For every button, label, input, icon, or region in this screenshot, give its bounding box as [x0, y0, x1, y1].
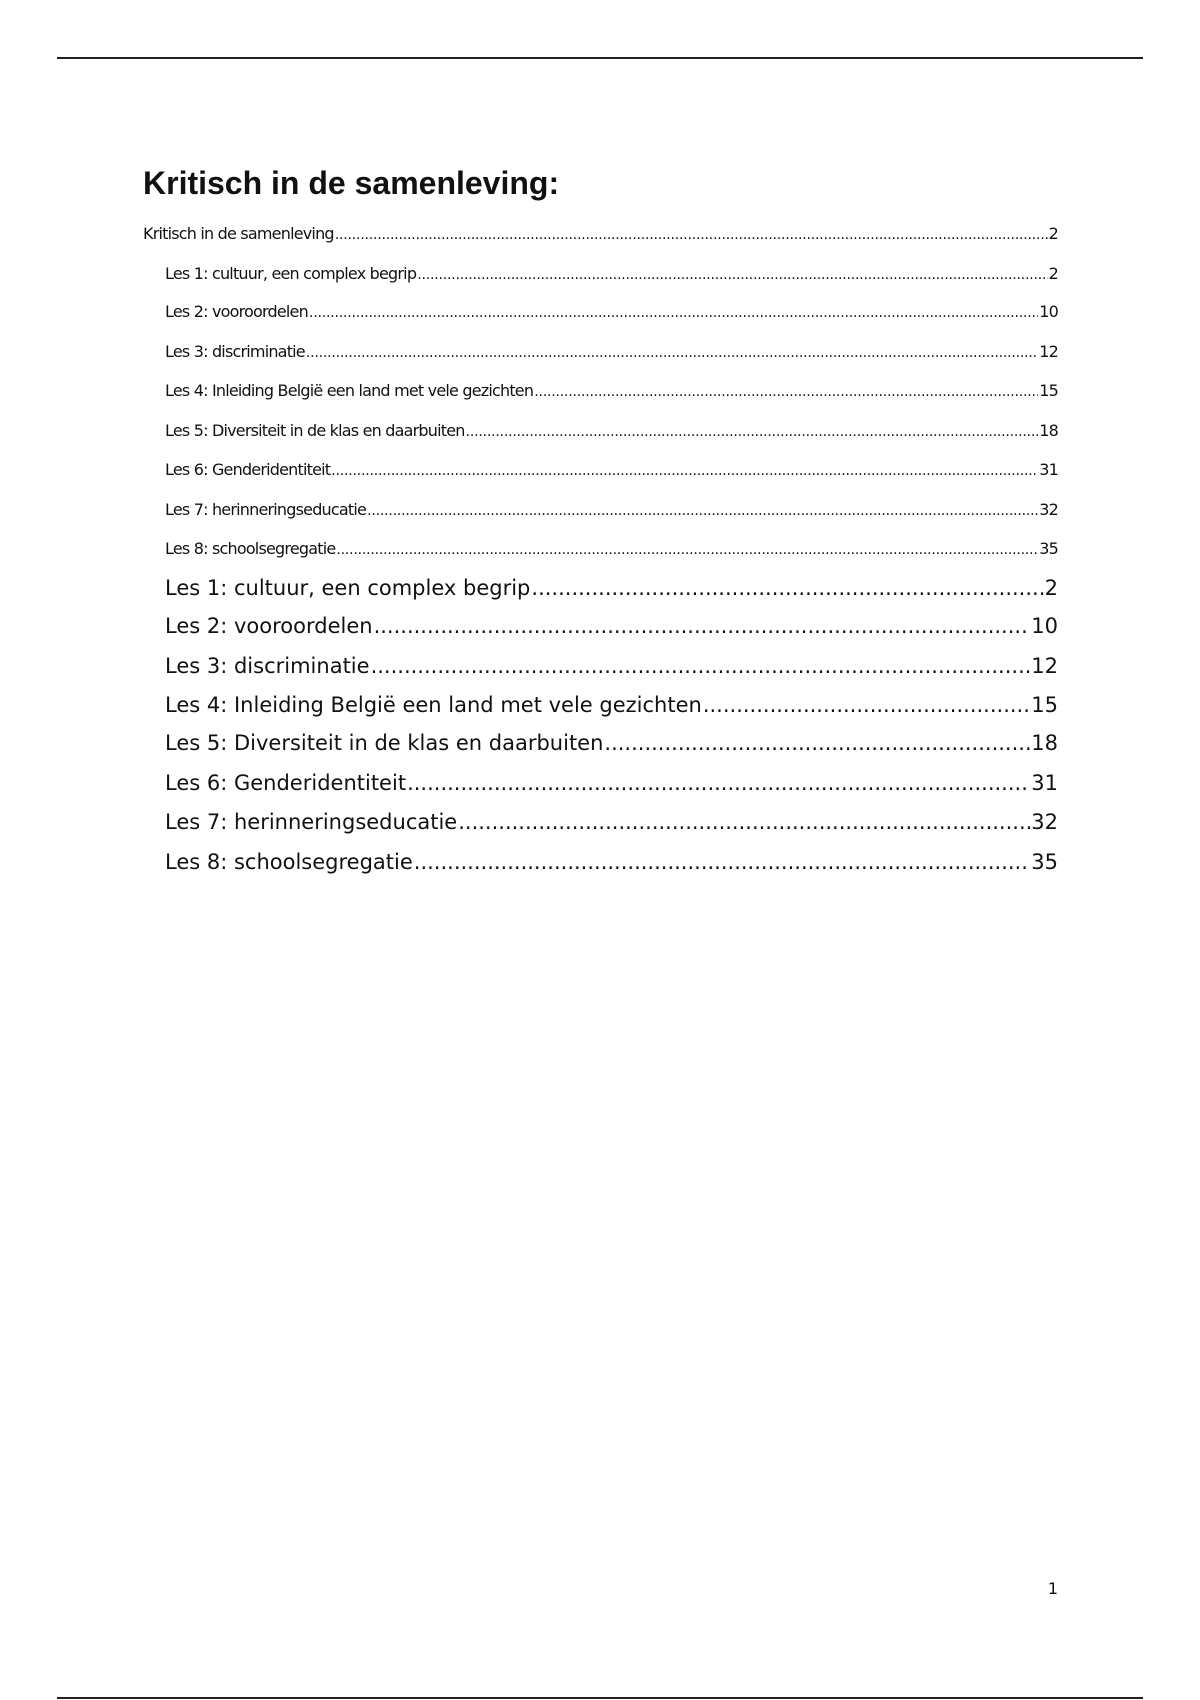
- toc-entry[interactable]: [165, 498, 1058, 522]
- toc-entry-page: 15: [1039, 381, 1058, 400]
- toc-leader-dots: [417, 263, 1047, 286]
- toc-entry-label: Les 1: cultuur, een complex begrip: [165, 576, 531, 600]
- toc-entry-page: 35: [1031, 850, 1058, 874]
- toc-leader-dots: [703, 691, 1030, 719]
- toc-entry-page: 12: [1031, 654, 1058, 678]
- toc-entry-page: 18: [1031, 731, 1058, 755]
- toc-entry-label: Les 6: Genderidentiteit: [165, 460, 331, 479]
- toc-leader-dots: [531, 574, 1043, 602]
- toc-entry-label: Les 5: Diversiteit in de klas en daarbuiten: [165, 731, 604, 755]
- toc-entry[interactable]: [165, 537, 1058, 561]
- toc-entry-page: 32: [1039, 500, 1058, 519]
- toc-leader-dots: [534, 380, 1038, 403]
- toc-entry-page: 31: [1031, 771, 1058, 795]
- toc-entry[interactable]: [165, 458, 1058, 482]
- toc-leader-dots: [331, 459, 1038, 482]
- toc-leader-dots: [367, 499, 1038, 522]
- toc-leader-dots: [414, 848, 1030, 876]
- toc-leader-dots: [371, 652, 1031, 680]
- toc-entry-page: 35: [1039, 539, 1058, 558]
- toc-entry[interactable]: [165, 691, 1058, 719]
- toc-entry[interactable]: [165, 769, 1058, 797]
- footer-rule: [57, 1697, 1143, 1699]
- toc-leader-dots: [604, 729, 1030, 757]
- toc-entry[interactable]: [165, 652, 1058, 680]
- toc-entry[interactable]: [165, 419, 1058, 443]
- document-title: Kritisch in de samenleving:: [143, 165, 560, 201]
- toc-leader-dots: [407, 769, 1030, 797]
- toc-leader-dots: [374, 612, 1031, 640]
- toc-entry[interactable]: [165, 612, 1058, 640]
- toc-entry[interactable]: [165, 848, 1058, 876]
- toc-entry-label: Les 3: discriminatie: [165, 654, 370, 678]
- toc-entry-page: 2: [1048, 224, 1058, 243]
- toc-entry-page: 32: [1031, 810, 1058, 834]
- toc-entry[interactable]: [165, 262, 1058, 286]
- toc-entry-label: Les 7: herinneringseducatie: [165, 500, 367, 519]
- toc-entry-page: 18: [1039, 421, 1058, 440]
- toc-entry-label: Les 3: discriminatie: [165, 342, 305, 361]
- toc-entry-label: Les 8: schoolsegregatie: [165, 850, 413, 874]
- toc-entry[interactable]: [165, 379, 1058, 403]
- toc-entry-label: Les 4: Inleiding België een land met vele gezichten: [165, 693, 702, 717]
- toc-leader-dots: [466, 420, 1039, 443]
- toc-leader-dots: [458, 808, 1030, 836]
- toc-leader-dots: [306, 341, 1038, 364]
- toc-leader-dots: [335, 223, 1048, 246]
- header-rule: [57, 57, 1143, 59]
- toc-entry-page: 15: [1031, 693, 1058, 717]
- toc-entry[interactable]: [165, 729, 1058, 757]
- toc-entry[interactable]: [165, 300, 1058, 324]
- toc-leader-dots: [309, 301, 1038, 324]
- toc-entry-label: Les 4: Inleiding België een land met vele gezichten: [165, 381, 534, 400]
- toc-entry-page: 2: [1048, 264, 1058, 283]
- toc-entry-label: Les 5: Diversiteit in de klas en daarbuiten: [165, 421, 465, 440]
- toc-entry-label: Les 6: Genderidentiteit: [165, 771, 407, 795]
- toc-leader-dots: [336, 538, 1038, 561]
- toc-entry[interactable]: [143, 222, 1058, 246]
- toc-entry-label: Les 7: herinneringseducatie: [165, 810, 458, 834]
- toc-entry-label: Les 8: schoolsegregatie: [165, 539, 336, 558]
- toc-entry-page: 12: [1039, 342, 1058, 361]
- toc-entry-label: Les 2: vooroordelen: [165, 302, 308, 321]
- toc-entry-label: Les 2: vooroordelen: [165, 614, 373, 638]
- toc-entry-label: Les 1: cultuur, een complex begrip: [165, 264, 417, 283]
- page-number: 1: [1047, 1579, 1058, 1598]
- toc-entry-page: 10: [1031, 614, 1058, 638]
- toc-entry-page: 31: [1039, 460, 1058, 479]
- toc-entry[interactable]: [165, 574, 1058, 602]
- toc-entry[interactable]: [165, 808, 1058, 836]
- toc-entry-page: 10: [1039, 302, 1058, 321]
- toc-entry-page: 2: [1044, 576, 1058, 600]
- toc-entry[interactable]: [165, 340, 1058, 364]
- toc-entry-label: Kritisch in de samenleving: [143, 224, 334, 243]
